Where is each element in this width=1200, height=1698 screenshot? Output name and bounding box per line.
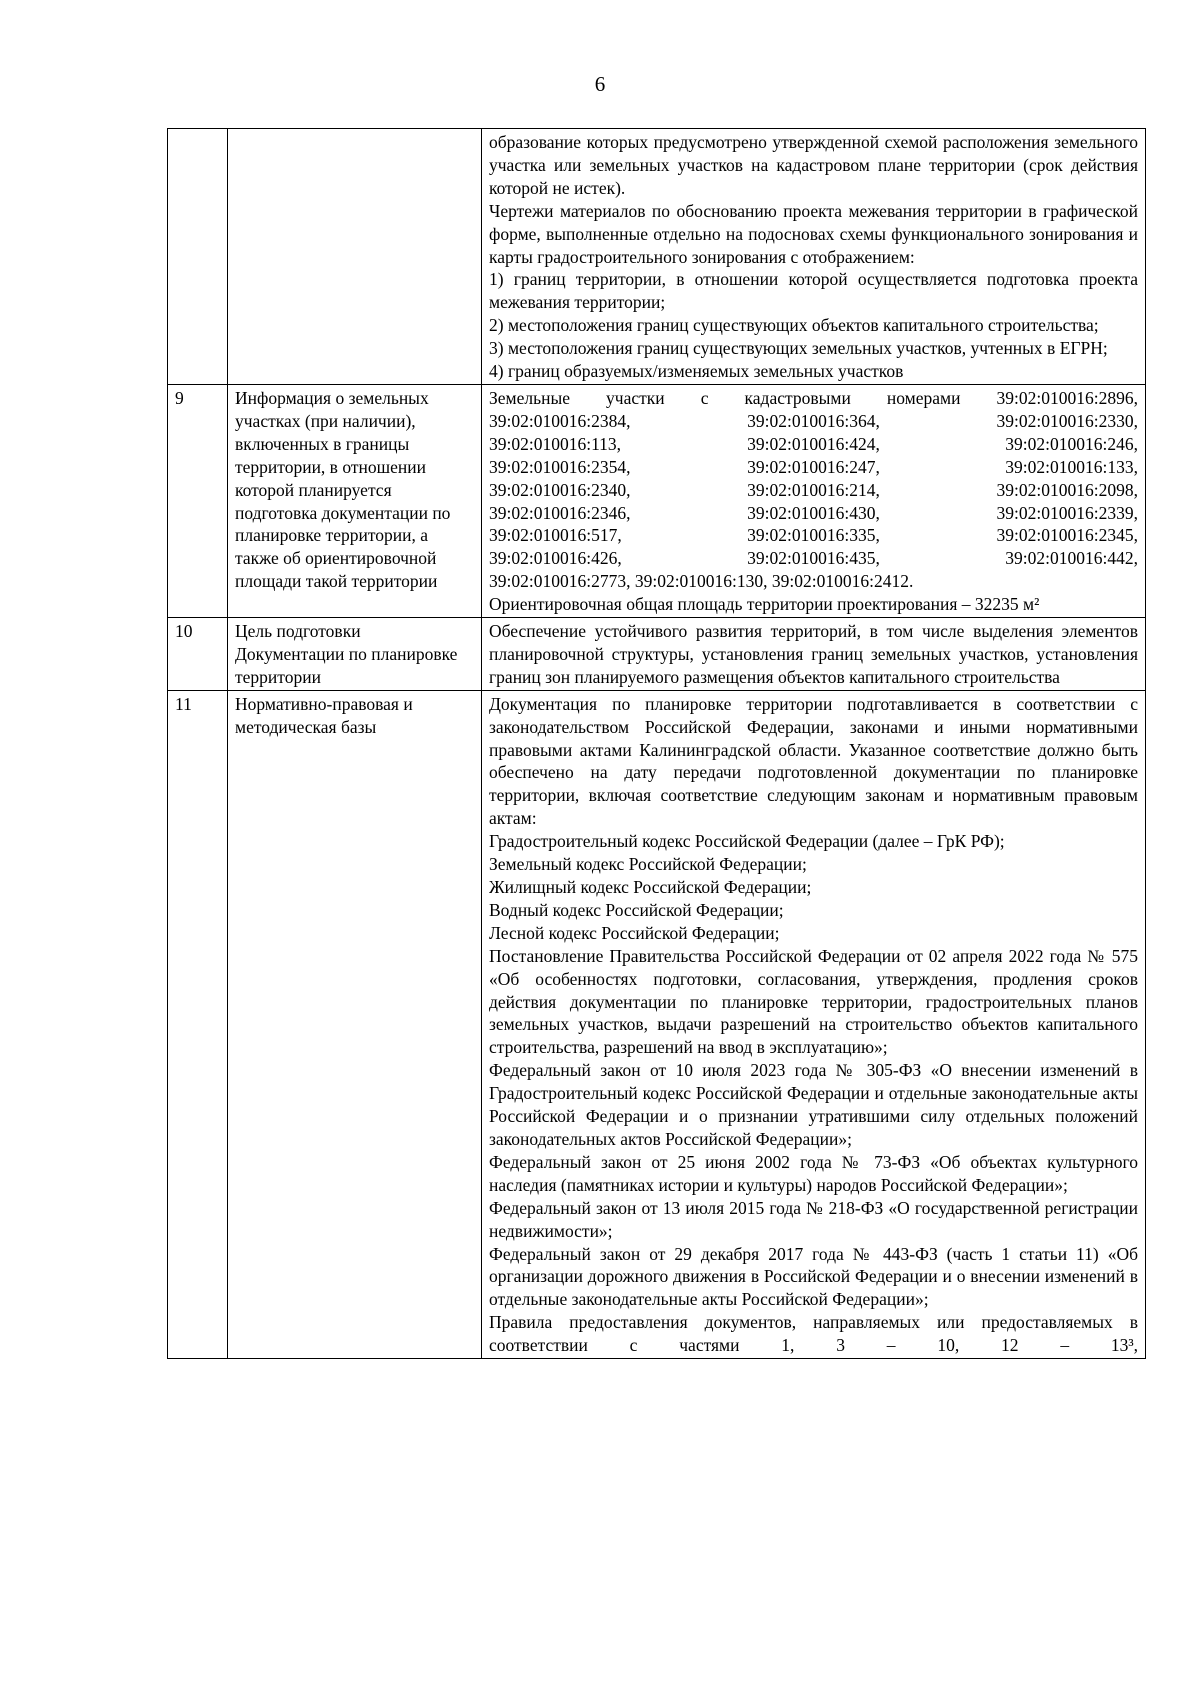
paragraph: Земельный кодекс Российской Федерации; <box>489 854 807 875</box>
cadastral-number: 39:02:010016:335, <box>747 525 880 546</box>
paragraph: Водный кодекс Российской Федерации; <box>489 899 784 920</box>
row-content <box>482 618 1146 691</box>
paragraph: 4) границ образуемых/изменяемых земельных участков <box>489 361 904 382</box>
area-text: Ориентировочная общая площадь территории проектирования – 32235 м² <box>489 594 1040 615</box>
cadastral-number: 39:02:010016:424, <box>747 433 880 454</box>
row-number: 10 <box>168 618 228 691</box>
cadastral-number: 39:02:010016:247, <box>747 456 880 477</box>
cadastral-number: 39:02:010016:2384, <box>489 410 631 431</box>
cadastral-number: 39:02:010016:435, <box>747 548 880 569</box>
paragraph: образование которых предусмотрено утвержденной схемой расположения земельного участка или земельных участков на кадастровом плане территории (срок действия которой не истек). <box>489 132 1138 198</box>
table-row <box>168 129 1146 385</box>
cadastral-number: 39:02:010016:133, <box>1005 456 1138 477</box>
paragraph: Федеральный закон от 29 декабря 2017 года № 443-ФЗ (часть 1 статьи 11) «Об организации дорожного движения в Российской Федерации и о внесении изменений в отдельные законодательные акты Российской Федерации»; <box>489 1243 1138 1310</box>
paragraph: 1) границ территории, в отношении которой осуществляется подготовка проекта межевания территории; <box>489 269 1138 313</box>
cadastral-number: 39:02:010016:246, <box>1005 433 1138 454</box>
cadastral-number: 39:02:010016:517, <box>489 525 622 546</box>
paragraph: Документация по планировке территории подготавливается в соответствии с законодательством Российской Федерации, законами и иными нормативными правовыми актами Калининградской области. Указанное соответствие должно быть обеспечено на дату передачи подготовленной документации по планировке территории, включая соответствие следующим законам и нормативным правовым актам: <box>489 693 1138 829</box>
row-title: Цель подготовки Документации по планировке территории <box>228 618 482 691</box>
table-row <box>168 690 1146 1358</box>
paragraph: Градостроительный кодекс Российской Федерации (далее – ГрК РФ); <box>489 831 1005 852</box>
cadastral-number: 39:02:010016:2330, <box>996 410 1138 431</box>
paragraph: 2) местоположения границ существующих объектов капитального строительства; <box>489 315 1099 336</box>
cadastral-number: 39:02:010016:442, <box>1005 548 1138 569</box>
row-content <box>482 384 1146 617</box>
cadastral-number: 39:02:010016:2098, <box>996 479 1138 500</box>
cadastral-number: 39:02:010016:426, <box>489 548 622 569</box>
row-title: Информация о земельных участках (при наличии), включенных в границы территории, в отношении которой планируется подготовка документации по планировке территории, а также об ориентировочной площади такой территории <box>228 384 482 617</box>
cadastral-number: 39:02:010016:2340, <box>489 479 631 500</box>
paragraph: Чертежи материалов по обоснованию проекта межевания территории в графической форме, выполненные отдельно на подосновах схемы функционального зонирования и карты градостроительного зонирования с отображением: <box>489 200 1138 267</box>
cadastral-number: 39:02:010016:113, <box>489 433 622 454</box>
row-number: 9 <box>168 384 228 617</box>
paragraph: Лесной кодекс Российской Федерации; <box>489 922 780 943</box>
paragraph: Жилищный кодекс Российской Федерации; <box>489 877 812 897</box>
paragraph: Обеспечение устойчивого развития территорий, в том числе выделения элементов планировочной структуры, установления границ земельных участков, установления границ зон планируемого размещения объектов капитального строительства <box>489 621 1138 687</box>
cadastral-number-list <box>489 410 1138 570</box>
paragraph: Федеральный закон от 25 июня 2002 года № 73-ФЗ «Об объектах культурного наследия (памятниках истории и культуры) народов Российской Федерации»; <box>489 1151 1138 1195</box>
cadastral-number: 39:02:010016:430, <box>747 502 880 523</box>
paragraph: Правила предоставления документов, направляемых или предоставляемых в соответствии с частями 1, 3 – 10, 12 – 13³, <box>489 1312 1138 1356</box>
paragraph: Постановление Правительства Российской Федерации от 02 апреля 2022 года № 575 «Об особенностях подготовки, согласования, утверждения, продления сроков действия документации по планировке территории, градостроительных планов земельных участков, выдачи разрешений на строительство объектов капитального строительства, разрешений на ввод в эксплуатацию»; <box>489 945 1138 1058</box>
cadastral-intro: Земельные участки с кадастровыми номерами 39:02:010016:2896, <box>489 387 1138 408</box>
row-number: 11 <box>168 690 228 1358</box>
row-title: Нормативно-правовая и методическая базы <box>228 690 482 1358</box>
paragraph: Федеральный закон от 13 июля 2015 года № 218-ФЗ «О государственной регистрации недвижимости»; <box>489 1197 1138 1241</box>
paragraph: Федеральный закон от 10 июля 2023 года № 305-ФЗ «О внесении изменений в Градостроительный кодекс Российской Федерации и отдельные законодательные акты Российской Федерации и о признании утратившими силу отдельных положений законодательных актов Российской Федерации»; <box>489 1060 1138 1149</box>
cadastral-tail: 39:02:010016:2773, 39:02:010016:130, 39:02:010016:2412. <box>489 571 914 592</box>
cadastral-number: 39:02:010016:2345, <box>996 525 1138 546</box>
document-table <box>167 128 1146 1359</box>
table-row <box>168 384 1146 617</box>
cadastral-number: 39:02:010016:2354, <box>489 456 631 477</box>
table-row <box>168 618 1146 691</box>
cadastral-number: 39:02:010016:2339, <box>996 502 1138 523</box>
cadastral-number: 39:02:010016:364, <box>747 410 880 431</box>
row-number <box>168 129 228 385</box>
cadastral-number: 39:02:010016:2346, <box>489 502 631 523</box>
row-title <box>228 129 482 385</box>
paragraph: 3) местоположения границ существующих земельных участков, учтенных в ЕГРН; <box>489 338 1108 359</box>
row-content <box>482 129 1146 385</box>
page-number: 6 <box>594 72 606 96</box>
row-content <box>482 690 1146 1358</box>
cadastral-number: 39:02:010016:214, <box>747 479 880 500</box>
